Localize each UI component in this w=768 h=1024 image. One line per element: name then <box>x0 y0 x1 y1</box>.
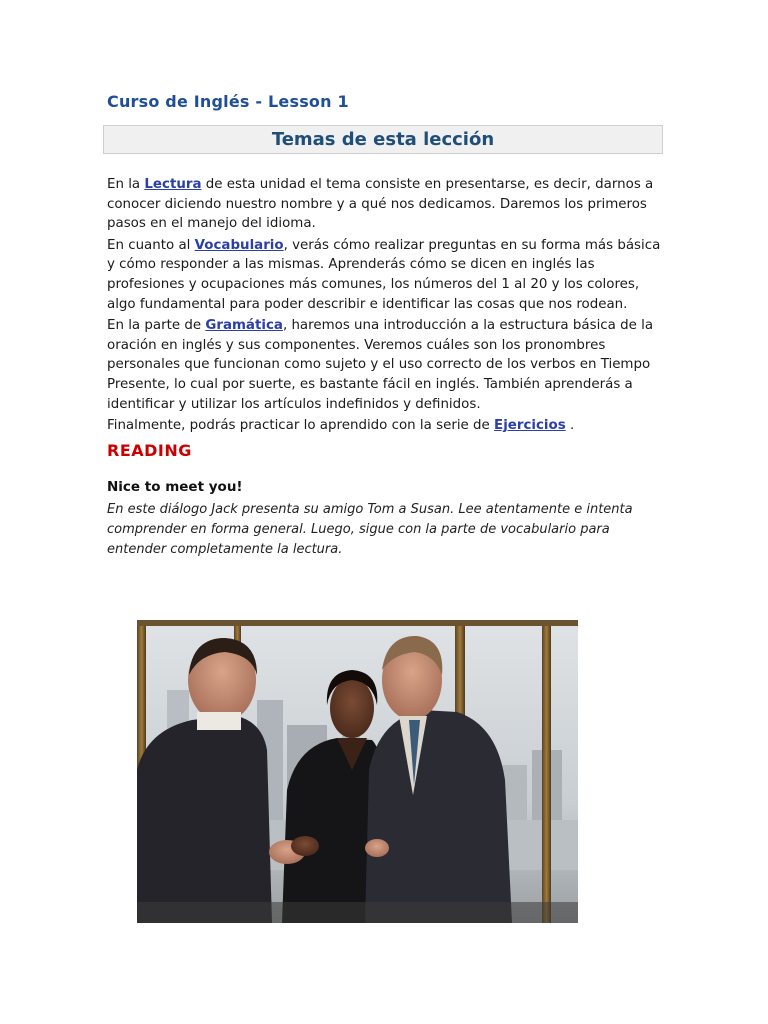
business-meeting-photo <box>137 620 578 923</box>
topics-heading: Temas de esta lección <box>271 129 495 150</box>
intro-paragraph-gramatica: En la parte de Gramática, haremos una introducción a la estructura básica de la oración en inglés y sus componentes. Veremos cuáles son los pronombres personales que funcionan como sujeto y el uso correcto de los verbos en Tiempo Presente, lo cual por suerte, es bastante fácil en inglés. También aprenderás a identificar y utilizar los artículos indefinidos y definidos. <box>107 318 654 412</box>
gramatica-link[interactable]: Gramática <box>205 318 283 334</box>
topics-header-box <box>103 125 663 154</box>
intro-paragraph-ejercicios: Finalmente, podrás practicar lo aprendido con la serie de Ejercicios . <box>107 418 575 434</box>
course-title: Curso de Inglés - Lesson 1 <box>107 92 349 111</box>
dialog-title: Nice to meet you! <box>107 479 243 495</box>
intro-paragraph-lectura: En la Lectura de esta unidad el tema consiste en presentarse, es decir, darnos a conocer diciendo nuestro nombre y a qué nos dedicamos. Daremos los primeros pasos en el manejo del idioma. <box>107 177 654 232</box>
intro-paragraph-vocabulario: En cuanto al Vocabulario, verás cómo realizar preguntas en su forma más básica y cómo responder a las mismas. Aprenderás cómo se dicen en inglés las profesiones y ocupaciones más comunes, los números del 1 al 20 y los colores, algo fundamental para poder describir e identificar las cosas que nos rodean. <box>107 237 661 312</box>
vocabulario-link[interactable]: Vocabulario <box>194 237 284 253</box>
ejercicios-link[interactable]: Ejercicios <box>494 418 566 434</box>
dialog-description: En este diálogo Jack presenta su amigo Tom a Susan. Lee atentamente e intenta comprender en forma general. Luego, sigue con la parte de vocabulario para entender completamente la lectura. <box>107 502 633 557</box>
lectura-link[interactable]: Lectura <box>144 177 202 192</box>
reading-section-title: READING <box>107 441 192 460</box>
lesson-intro <box>107 175 667 438</box>
